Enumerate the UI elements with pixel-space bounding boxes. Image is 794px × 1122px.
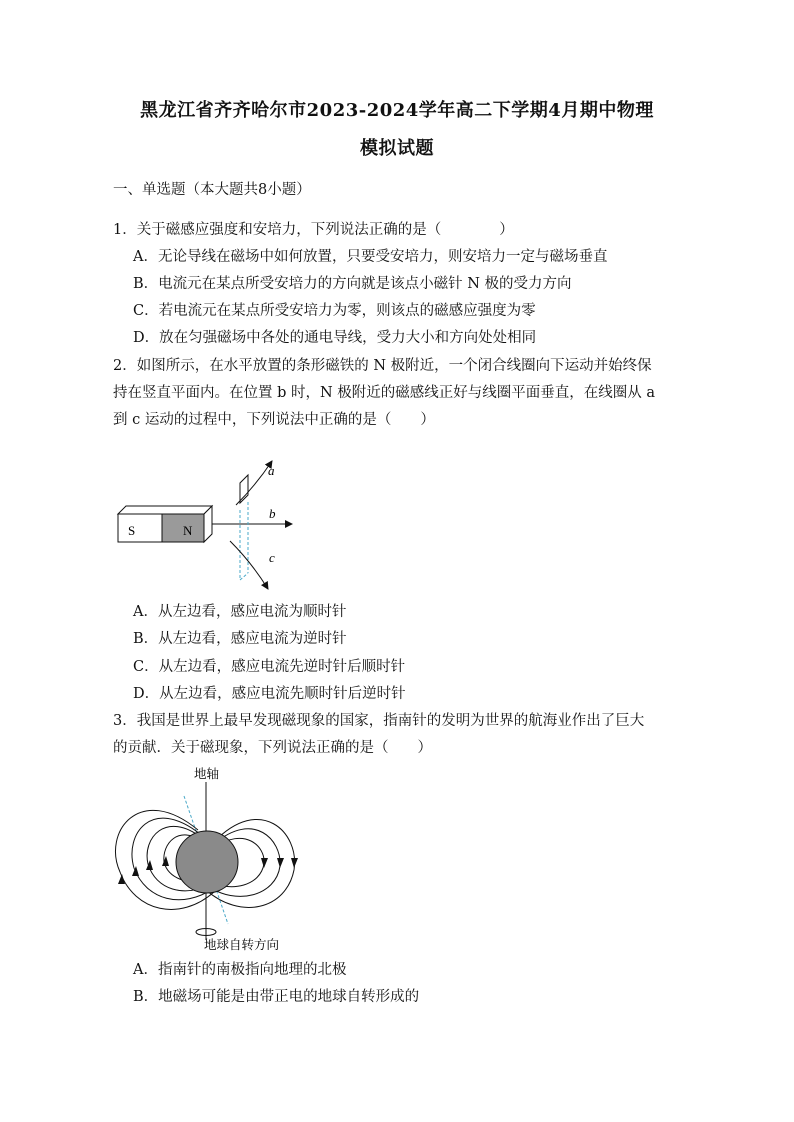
magnet-coil-figure bbox=[112, 455, 302, 590]
document-title-line-1: 黑龙江省齐齐哈尔市2023-2024学年高二下学期4月期中物理 bbox=[140, 100, 654, 121]
question-1-option-b: B．电流元在某点所受安培力的方向就是该点小磁针 N 极的受力方向 bbox=[133, 276, 572, 292]
coil-position-a bbox=[240, 475, 248, 503]
n-pole-label: N bbox=[183, 523, 193, 538]
question-3-stem-line-1: 3．我国是世界上最早发现磁现象的国家，指南针的发明为世界的航海业作出了巨大 bbox=[113, 713, 645, 729]
s-pole-label: S bbox=[128, 523, 136, 538]
label-a: a bbox=[268, 463, 275, 478]
label-c: c bbox=[269, 550, 275, 565]
question-2-stem-line-3: 到 c 运动的过程中，下列说法中正确的是（ ） bbox=[113, 412, 435, 428]
label-b: b bbox=[269, 506, 276, 521]
question-1-option-a: A．无论导线在磁场中如何放置，只要受安培力，则安培力一定与磁场垂直 bbox=[133, 249, 608, 265]
earth-magnetic-field-figure bbox=[110, 762, 310, 952]
question-2-option-a: A．从左边看，感应电流为顺时针 bbox=[133, 604, 347, 620]
question-1-option-c: C．若电流元在某点所受安培力为零，则该点的磁感应强度为零 bbox=[133, 303, 536, 319]
earth-rotation-label: 地球自转方向 bbox=[204, 937, 280, 952]
trajectory-bottom-arrow bbox=[230, 541, 268, 589]
question-3-option-b: B．地磁场可能是由带正电的地球自转形成的 bbox=[133, 989, 420, 1005]
question-2-stem-line-2: 持在竖直平面内。在位置 b 时，N 极附近的磁感线正好与线圈平面垂直，在线圈从 a bbox=[113, 385, 656, 401]
earth-sphere bbox=[176, 831, 238, 893]
question-3-option-a: A．指南针的南极指向地理的北极 bbox=[133, 962, 347, 978]
earth-axis-label: 地轴 bbox=[194, 766, 220, 781]
question-1-option-d: D．放在匀强磁场中各处的通电导线，受力大小和方向处处相同 bbox=[133, 330, 537, 346]
question-2-stem-line-1: 2．如图所示，在水平放置的条形磁铁的 N 极附近，一个闭合线圈向下运动并始终保 bbox=[113, 358, 652, 374]
document-title-line-2: 模拟试题 bbox=[360, 138, 434, 159]
question-1-stem: 1．关于磁感应强度和安培力，下列说法正确的是（ ） bbox=[113, 222, 514, 238]
question-2-option-d: D．从左边看，感应电流先顺时针后逆时针 bbox=[133, 686, 406, 702]
question-2-option-c: C．从左边看，感应电流先逆时针后顺时针 bbox=[133, 659, 406, 675]
section-heading: 一、单选题（本大题共8小题） bbox=[113, 182, 311, 198]
question-2-option-b: B．从左边看，感应电流为逆时针 bbox=[133, 631, 347, 647]
question-3-stem-line-2: 的贡献．关于磁现象，下列说法正确的是（ ） bbox=[113, 740, 432, 756]
coil-dashed-positions bbox=[240, 502, 248, 580]
